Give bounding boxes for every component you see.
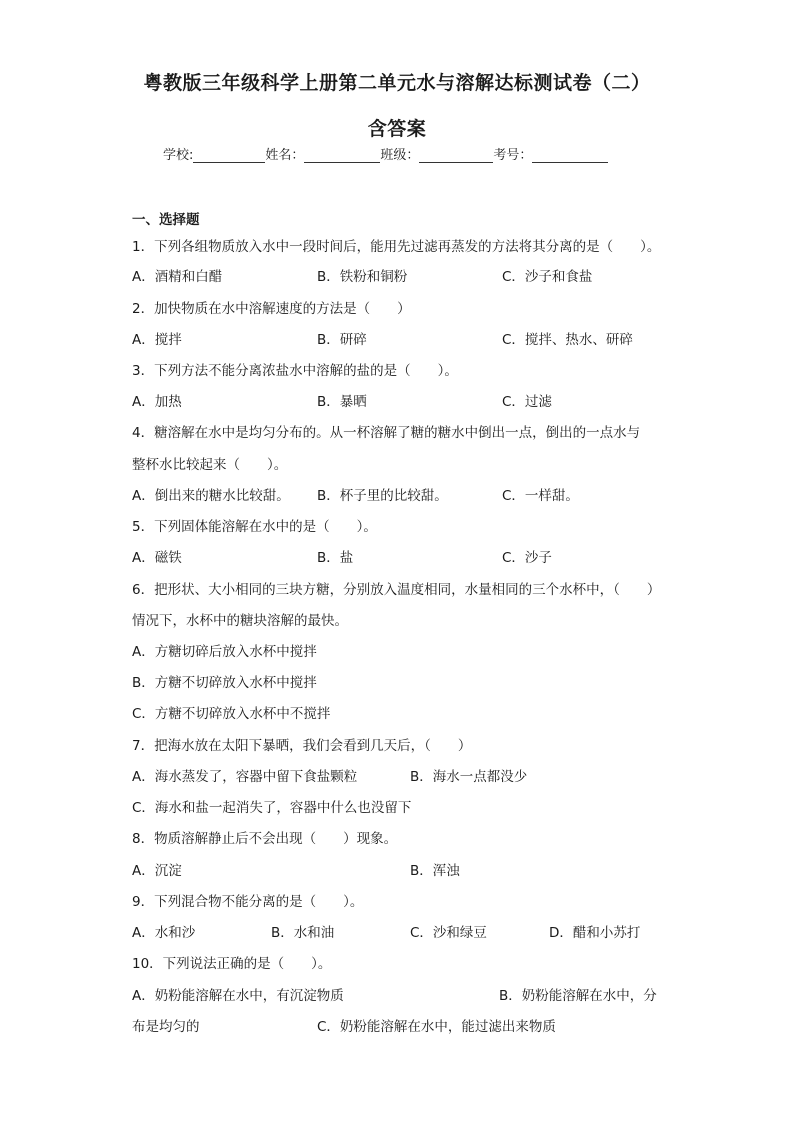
option-c: C．过滤	[502, 394, 552, 410]
school-label: 学校:	[163, 148, 194, 163]
option-a: A．奶粉能溶解在水中，有沉淀物质	[132, 988, 344, 1004]
option-b: B．海水一点都没少	[410, 769, 528, 785]
section-title: 一、选择题	[132, 212, 200, 228]
question-stem: 6．把形状、大小相同的三块方糖，分别放入温度相同，水量相同的三个水杯中，（ ）	[132, 582, 661, 598]
page-title: 粤教版三年级科学上册第二单元水与溶解达标测试卷（二）	[143, 72, 651, 94]
question-stem: 3．下列方法不能分离浓盐水中溶解的盐的是（ ）。	[132, 363, 458, 379]
question-stem-cont: 整杯水比较起来（ ）。	[132, 457, 288, 473]
question-stem: 4．糖溶解在水中是均匀分布的。从一杯溶解了糖的糖水中倒出一点，倒出的一点水与	[132, 425, 641, 441]
option-c: C．奶粉能溶解在水中，能过滤出来物质	[317, 1019, 556, 1035]
option-b: B．奶粉能溶解在水中，分	[499, 988, 657, 1004]
option-b: B．杯子里的比较甜。	[317, 488, 448, 504]
option-a: A．沉淀	[132, 863, 182, 879]
student-info-row	[163, 144, 608, 163]
option-c: C．一样甜。	[502, 488, 579, 504]
option-b: B．水和油	[271, 925, 335, 941]
option-c: C．沙子	[502, 550, 552, 566]
option-a: A．磁铁	[132, 550, 182, 566]
option-c: C．沙子和食盐	[502, 269, 593, 285]
question-stem: 9．下列混合物不能分离的是（ ）。	[132, 894, 364, 910]
option-b: B．铁粉和铜粉	[317, 269, 408, 285]
option-b: B．浑浊	[410, 863, 460, 879]
option-c: C．搅拌、热水、研碎	[502, 332, 633, 348]
option-b: B．盐	[317, 550, 354, 566]
option-b: B．方糖不切碎放入水杯中搅拌	[132, 675, 317, 691]
option-b: B．研碎	[317, 332, 367, 348]
exam-no-blank[interactable]	[532, 148, 608, 163]
question-stem: 2．加快物质在水中溶解速度的方法是（ ）	[132, 301, 411, 317]
option-a: A．海水蒸发了，容器中留下食盐颗粒	[132, 769, 358, 785]
name-label: 姓名：	[265, 148, 305, 163]
name-blank[interactable]	[304, 148, 380, 163]
option-b: B．暴晒	[317, 394, 367, 410]
question-stem: 10．下列说法正确的是（ ）。	[132, 956, 332, 972]
option-c: C．方糖不切碎放入水杯中不搅拌	[132, 706, 331, 722]
option-a: A．酒精和白醋	[132, 269, 223, 285]
question-stem-cont: 情况下，水杯中的糖块溶解的最快。	[132, 613, 348, 629]
option-c: C．海水和盐一起消失了，容器中什么也没留下	[132, 800, 412, 816]
option-a: A．方糖切碎后放入水杯中搅拌	[132, 644, 317, 660]
question-stem: 1．下列各组物质放入水中一段时间后，能用先过滤再蒸发的方法将其分离的是（ ）。	[132, 239, 661, 255]
exam-no-label: 考号：	[493, 148, 533, 163]
option-a: A．水和沙	[132, 925, 196, 941]
option-b-cont: 布是均匀的	[132, 1019, 200, 1035]
class-label: 班级：	[380, 148, 420, 163]
option-d: D．醋和小苏打	[549, 925, 641, 941]
option-a: A．搅拌	[132, 332, 182, 348]
page-subtitle: 含答案	[367, 118, 427, 140]
option-a: A．加热	[132, 394, 182, 410]
question-stem: 8．物质溶解静止后不会出现（ ）现象。	[132, 831, 398, 847]
class-blank[interactable]	[419, 148, 493, 163]
school-blank[interactable]	[193, 148, 265, 163]
question-stem: 5．下列固体能溶解在水中的是（ ）。	[132, 519, 377, 535]
option-c: C．沙和绿豆	[410, 925, 487, 941]
question-stem: 7．把海水放在太阳下暴晒，我们会看到几天后，（ ）	[132, 738, 472, 754]
option-a: A．倒出来的糖水比较甜。	[132, 488, 290, 504]
